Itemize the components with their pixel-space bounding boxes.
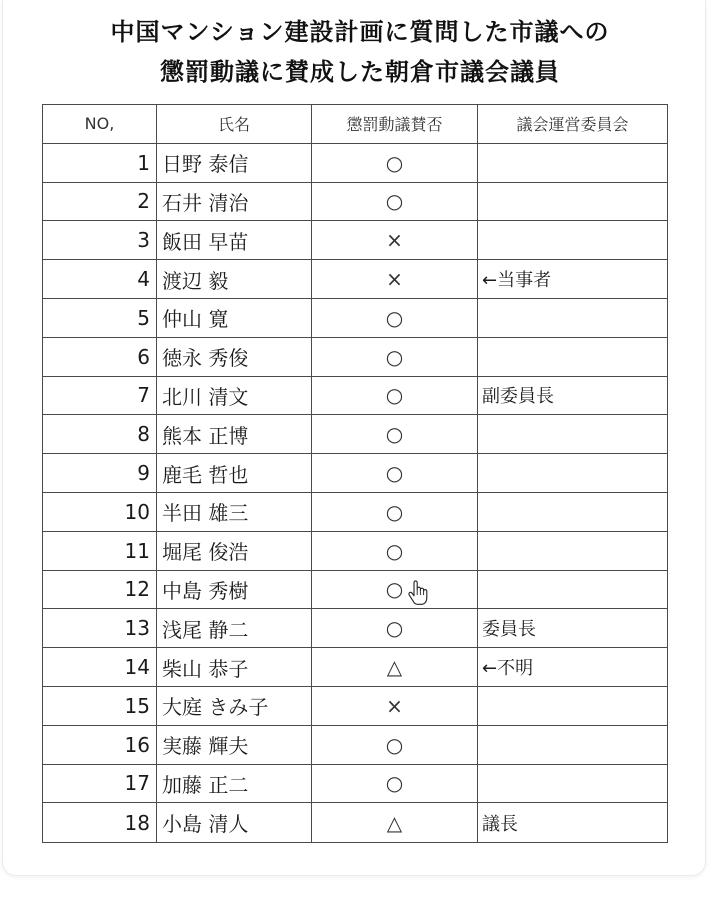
- committee-cell: [478, 726, 667, 764]
- vote-cell: [312, 571, 478, 609]
- committee-cell: [478, 571, 667, 609]
- number-cell: [43, 144, 157, 182]
- vote-cell-text: ○: [385, 771, 404, 796]
- table-row: [43, 221, 667, 260]
- header-vote-text: 懲罰動議賛否: [346, 115, 443, 135]
- vote-cell-text: ○: [385, 383, 404, 408]
- vote-cell-text: ○: [385, 189, 404, 214]
- committee-cell-text: ←不明: [482, 658, 534, 680]
- name-cell-text: 半田 雄三: [162, 501, 249, 526]
- vote-cell-text: ○: [385, 150, 404, 175]
- vote-cell: [312, 454, 478, 492]
- number-cell: [43, 415, 157, 453]
- committee-cell-text: 委員長: [482, 619, 536, 641]
- committee-cell: [478, 338, 667, 376]
- vote-cell: [312, 377, 478, 415]
- table-row: [43, 765, 667, 804]
- name-cell: [157, 221, 312, 259]
- number-cell: [43, 377, 157, 415]
- name-cell: [157, 687, 312, 725]
- committee-cell: [478, 260, 667, 298]
- table-row: [43, 493, 667, 532]
- vote-cell-text: ×: [386, 267, 403, 292]
- committee-cell: [478, 144, 667, 182]
- committee-cell: [478, 493, 667, 531]
- vote-cell: [312, 299, 478, 337]
- table-row: [43, 454, 667, 493]
- page-title-line-1: 中国マンション建設計画に質問した市議への: [110, 18, 610, 46]
- name-cell: [157, 377, 312, 415]
- header-vote: [312, 105, 478, 143]
- header-committee: [478, 105, 667, 143]
- name-cell: [157, 803, 312, 842]
- vote-cell: [312, 687, 478, 725]
- name-cell-text: 実藤 輝夫: [162, 734, 249, 759]
- vote-cell: [312, 183, 478, 221]
- header-name-text: 氏名: [217, 115, 250, 135]
- name-cell-text: 中島 秀樹: [162, 578, 249, 603]
- committee-cell: [478, 803, 667, 842]
- name-cell: [157, 415, 312, 453]
- number-cell-text: 12: [124, 577, 150, 602]
- hand-cursor-icon: [407, 579, 428, 606]
- name-cell: [157, 765, 312, 803]
- name-cell: [157, 726, 312, 764]
- name-cell: [157, 609, 312, 647]
- council-vote-table: [42, 104, 668, 843]
- number-cell-text: 3: [137, 228, 150, 253]
- header-name: [157, 105, 312, 143]
- vote-cell-text: ×: [386, 228, 403, 253]
- vote-cell: [312, 260, 478, 298]
- name-cell-text: 浅尾 静二: [162, 617, 249, 642]
- number-cell-text: 8: [137, 422, 150, 447]
- number-cell-text: 15: [124, 693, 150, 718]
- committee-cell: [478, 183, 667, 221]
- table-row: [43, 338, 667, 377]
- table-row: [43, 299, 667, 338]
- name-cell-text: 柴山 恭子: [162, 656, 249, 681]
- vote-cell: [312, 415, 478, 453]
- number-cell: [43, 609, 157, 647]
- number-cell-text: 11: [124, 538, 150, 563]
- number-cell: [43, 687, 157, 725]
- number-cell: [43, 260, 157, 298]
- committee-cell: [478, 299, 667, 337]
- vote-cell: [312, 765, 478, 803]
- vote-cell: [312, 609, 478, 647]
- table-row: [43, 415, 667, 454]
- name-cell-text: 堀尾 俊浩: [162, 540, 249, 565]
- number-cell: [43, 221, 157, 259]
- vote-cell: [312, 803, 478, 842]
- committee-cell: [478, 377, 667, 415]
- committee-cell: [478, 221, 667, 259]
- number-cell: [43, 183, 157, 221]
- name-cell-text: 熊本 正博: [162, 423, 249, 448]
- committee-cell: [478, 415, 667, 453]
- table-row: [43, 260, 667, 299]
- number-cell: [43, 493, 157, 531]
- name-cell-text: 仲山 寛: [162, 307, 229, 332]
- name-cell-text: 渡辺 毅: [162, 268, 229, 293]
- vote-cell-text: ○: [385, 422, 404, 447]
- vote-cell-text: △: [386, 655, 403, 680]
- number-cell-text: 9: [137, 461, 150, 486]
- number-cell-text: 5: [137, 305, 150, 330]
- name-cell: [157, 571, 312, 609]
- number-cell-text: 13: [124, 616, 150, 641]
- name-cell: [157, 338, 312, 376]
- vote-cell: [312, 648, 478, 686]
- committee-cell: [478, 532, 667, 570]
- committee-cell-text: 副委員長: [482, 386, 554, 408]
- committee-cell-text: 議長: [482, 813, 518, 835]
- name-cell: [157, 493, 312, 531]
- table-row: [43, 648, 667, 687]
- vote-cell: [312, 726, 478, 764]
- name-cell-text: 徳永 秀俊: [162, 346, 249, 371]
- number-cell-text: 7: [137, 383, 150, 408]
- header-committee-text: 議会運営委員会: [516, 115, 629, 135]
- table-row: [43, 183, 667, 222]
- number-cell: [43, 803, 157, 842]
- number-cell-text: 6: [137, 344, 150, 369]
- number-cell: [43, 571, 157, 609]
- number-cell-text: 18: [124, 810, 150, 835]
- number-cell: [43, 454, 157, 492]
- vote-cell-text: ○: [385, 305, 404, 330]
- header-no-text: NO,: [84, 114, 115, 134]
- name-cell-text: 日野 泰信: [162, 152, 249, 177]
- committee-cell: [478, 765, 667, 803]
- hand-pointer-icon: [407, 579, 428, 606]
- name-cell-text: 飯田 早苗: [162, 229, 249, 254]
- name-cell: [157, 260, 312, 298]
- table-row: [43, 532, 667, 571]
- number-cell-text: 10: [124, 499, 150, 524]
- vote-cell-text: ○: [385, 344, 404, 369]
- vote-cell-text: ○: [385, 499, 404, 524]
- committee-cell: [478, 609, 667, 647]
- committee-cell: [478, 648, 667, 686]
- table-header-row: [43, 105, 667, 144]
- vote-cell: [312, 338, 478, 376]
- table-body: [43, 144, 667, 842]
- vote-cell: [312, 532, 478, 570]
- number-cell: [43, 338, 157, 376]
- vote-cell-text: ×: [386, 693, 403, 718]
- vote-cell-text: ○: [385, 538, 404, 563]
- committee-cell-text: ←当事者: [482, 270, 552, 292]
- name-cell: [157, 454, 312, 492]
- page-title-line-2: 懲罰動議に賛成した朝倉市議会議員: [160, 58, 560, 86]
- number-cell-text: 17: [124, 771, 150, 796]
- vote-cell-text: ○: [385, 577, 404, 602]
- committee-cell: [478, 454, 667, 492]
- name-cell-text: 鹿毛 哲也: [162, 462, 249, 487]
- number-cell: [43, 299, 157, 337]
- number-cell-text: 16: [124, 732, 150, 757]
- table-row: [43, 726, 667, 765]
- name-cell: [157, 648, 312, 686]
- vote-cell: [312, 221, 478, 259]
- number-cell: [43, 648, 157, 686]
- committee-cell: [478, 687, 667, 725]
- header-no: [43, 105, 157, 143]
- name-cell-text: 石井 清治: [162, 190, 249, 215]
- name-cell-text: 小島 清人: [162, 812, 249, 837]
- vote-cell: [312, 144, 478, 182]
- table-row: [43, 687, 667, 726]
- name-cell: [157, 532, 312, 570]
- name-cell: [157, 183, 312, 221]
- vote-cell-text: ○: [385, 461, 404, 486]
- name-cell: [157, 144, 312, 182]
- number-cell: [43, 765, 157, 803]
- vote-cell-text: ○: [385, 616, 404, 641]
- number-cell-text: 2: [137, 189, 150, 214]
- table-row: [43, 609, 667, 648]
- name-cell-text: 北川 清文: [162, 384, 249, 409]
- vote-cell: [312, 493, 478, 531]
- number-cell-text: 14: [124, 655, 150, 680]
- number-cell-text: 4: [137, 267, 150, 292]
- table-row: [43, 377, 667, 416]
- name-cell-text: 大庭 きみ子: [162, 695, 269, 720]
- table-row: [43, 144, 667, 183]
- name-cell: [157, 299, 312, 337]
- vote-cell-text: ○: [385, 732, 404, 757]
- vote-cell-text: △: [386, 810, 403, 835]
- table-row: [43, 803, 667, 842]
- name-cell-text: 加藤 正二: [162, 772, 249, 797]
- number-cell: [43, 532, 157, 570]
- number-cell: [43, 726, 157, 764]
- number-cell-text: 1: [137, 150, 150, 175]
- table-row: [43, 571, 667, 610]
